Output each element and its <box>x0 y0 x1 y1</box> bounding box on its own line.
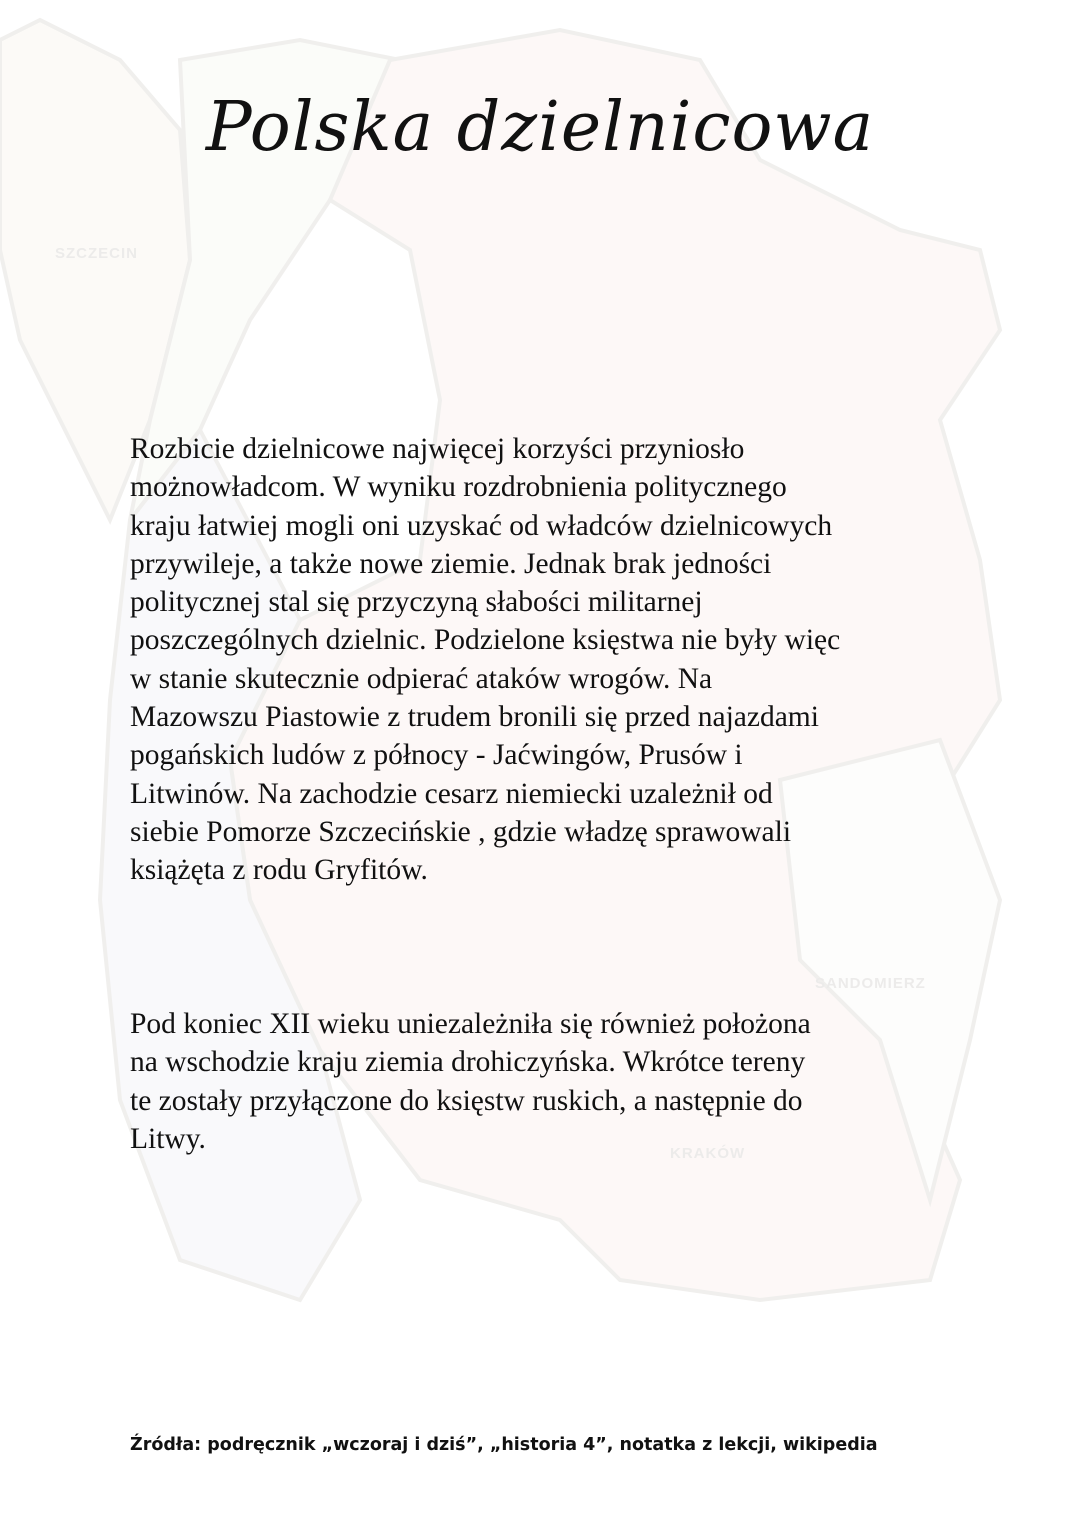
text-line: pogańskich ludów z północy - Jaćwingów, Prusów i <box>130 739 743 772</box>
text-line: Pod koniec XII wieku uniezależniła się również położona <box>130 1008 811 1040</box>
text-line: przywileje, a także nowe ziemie. Jednak brak jedności <box>130 547 772 580</box>
text-line: Mazowszu Piastowie z trudem bronili się przed najazdami <box>130 701 819 734</box>
text-line: na wschodzie kraju ziemia drohiczyńska. Wkrótce tereny <box>130 1046 806 1079</box>
map-label-szczecin: SZCZECIN <box>55 245 138 262</box>
text-line: poszczególnych dzielnic. Podzielone księstwa nie były więc <box>130 624 841 657</box>
text-line: politycznej stal się przyczyną słabości militarnej <box>130 586 703 619</box>
text-line: Litwy. <box>130 1122 206 1155</box>
text-line: Rozbicie dzielnicowe najwięcej korzyści przyniosło <box>130 433 745 465</box>
text-line: książęta z rodu Gryfitów. <box>130 854 428 887</box>
paragraph-fragmentation <box>130 430 840 890</box>
text-line: Litwinów. Na zachodzie cesarz niemiecki uzależnił od <box>130 777 773 810</box>
text-line: te zostały przyłączone do księstw ruskich, a następnie do <box>130 1084 803 1117</box>
text-line: kraju łatwiej mogli oni uzyskać od władców dzielnicowych <box>130 509 833 542</box>
text-line: w stanie skutecznie odpierać ataków wrogów. Na <box>130 662 713 695</box>
map-label-krakow: KRAKÓW <box>670 1145 746 1162</box>
sources-footnote: Źródła: podręcznik „wczoraj i dziś”, „historia 4”, notatka z lekcji, wikipedia <box>130 1435 878 1455</box>
paragraph-drohiczyn <box>130 1005 811 1158</box>
text-line: możnowładcom. W wyniku rozdrobnienia politycznego <box>130 471 787 504</box>
page-title: Polska dzielnicowa <box>205 88 875 167</box>
map-label-sandomierz: SANDOMIERZ <box>815 975 926 992</box>
text-line: siebie Pomorze Szczecińskie , gdzie władzę sprawowali <box>130 815 792 848</box>
